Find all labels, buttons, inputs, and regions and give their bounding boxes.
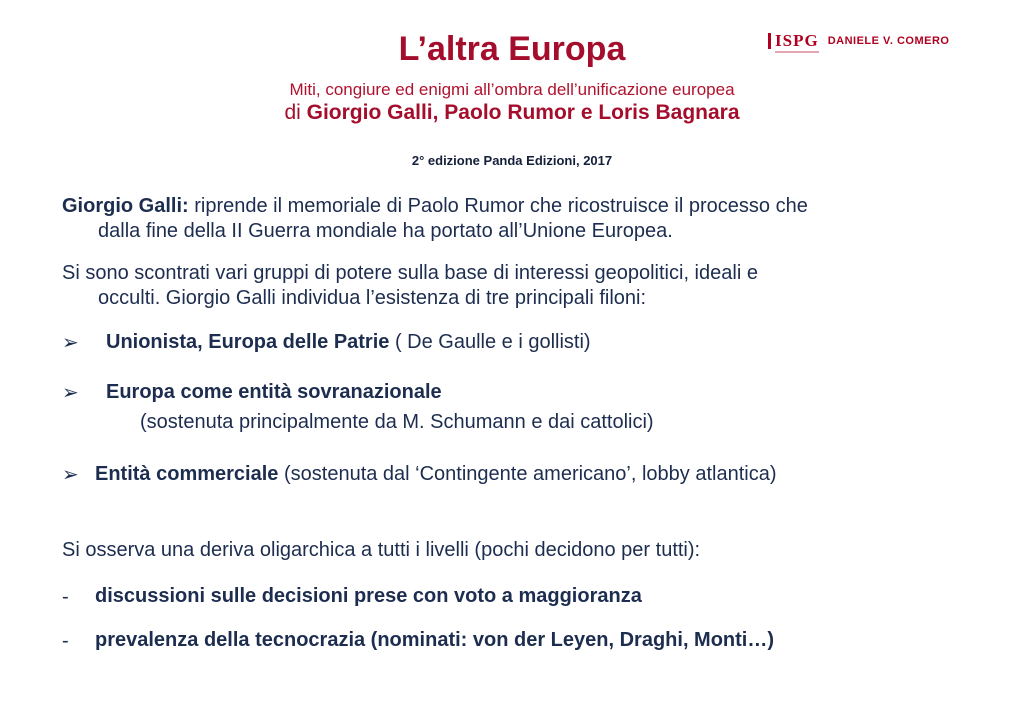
dash-marker: - xyxy=(62,586,69,608)
list-item-bold: Entità commerciale xyxy=(95,463,279,485)
list-item-bold: Unionista, Europa delle Patrie xyxy=(106,331,390,353)
paragraph-gruppi xyxy=(62,261,992,311)
dash-marker: - xyxy=(62,630,69,652)
logo-author: DANIELE V. COMERO xyxy=(827,35,950,47)
paragraph-galli-text1: riprende il memoriale di Paolo Rumor che ricostruisce il processo che xyxy=(188,195,808,217)
bullet-arrow-icon: ➢ xyxy=(62,382,79,404)
slide-subtitle: Miti, congiure ed enigmi all’ombra dell’unificazione europea xyxy=(289,80,735,99)
list-item-bold: Europa come entità sovranazionale xyxy=(106,381,442,403)
edition-info: 2° edizione Panda Edizioni, 2017 xyxy=(411,153,613,168)
book-authors xyxy=(0,101,1024,125)
list-item-rest: (sostenuta dal ‘Contingente americano’, lobby atlantica) xyxy=(278,463,777,485)
paragraph-galli xyxy=(62,194,992,244)
list-item-commerciale xyxy=(95,462,777,487)
list-item-rest: ( De Gaulle e i gollisti) xyxy=(389,331,591,353)
dash-item-tecnocrazia: prevalenza della tecnocrazia (nominati: von der Leyen, Draghi, Monti…) xyxy=(95,629,775,651)
bullet-arrow-icon: ➢ xyxy=(62,332,79,354)
paragraph-gruppi-text2: occulti. Giorgio Galli individua l’esistenza di tre principali filoni: xyxy=(98,287,647,309)
dash-item-discussioni: discussioni sulle decisioni prese con voto a maggioranza xyxy=(95,585,642,607)
list-item-unionista xyxy=(106,330,591,355)
paragraph-gruppi-text1: Si sono scontrati vari gruppi di potere sulla base di interessi geopolitici, ideali e xyxy=(62,262,758,284)
authors-names: Giorgio Galli, Paolo Rumor e Loris Bagnara xyxy=(306,101,740,124)
authors-prefix: di xyxy=(284,101,307,124)
list-item-sovranazionale-detail: (sostenuta principalmente da M. Schumann e dai cattolici) xyxy=(140,411,654,433)
bullet-arrow-icon: ➢ xyxy=(62,464,79,486)
logo-brand: ISPG xyxy=(775,31,819,50)
list-item-sovranazionale xyxy=(106,380,442,405)
paragraph-galli-lead: Giorgio Galli: xyxy=(62,195,189,217)
paragraph-deriva: Si osserva una deriva oligarchica a tutti i livelli (pochi decidono per tutti): xyxy=(62,539,701,561)
paragraph-galli-text2: dalla fine della II Guerra mondiale ha portato all’Unione Europea. xyxy=(98,220,673,242)
slide-title: L’altra Europa xyxy=(398,30,626,68)
